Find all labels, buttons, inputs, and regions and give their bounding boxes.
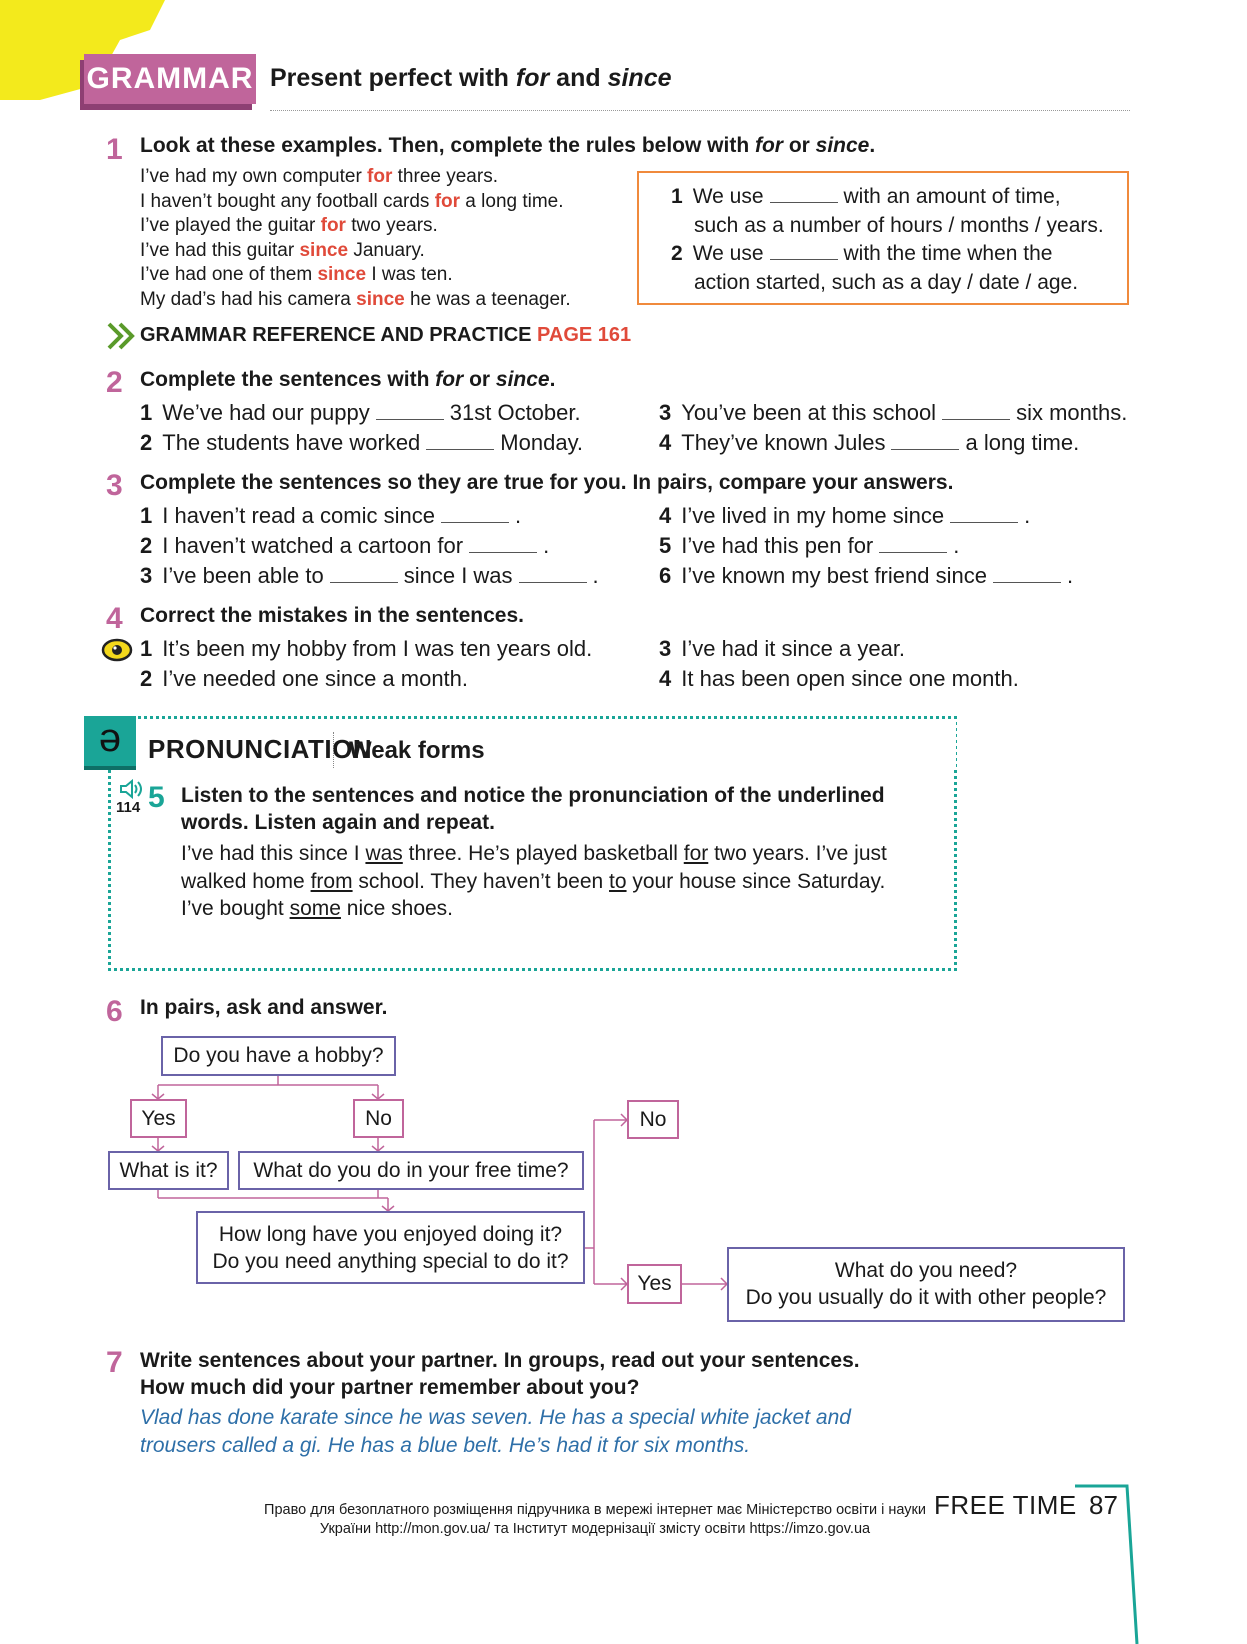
title-and: and bbox=[549, 64, 608, 92]
flow-box-yes-2: Yes bbox=[627, 1264, 682, 1304]
flow-box-yes: Yes bbox=[130, 1099, 187, 1138]
example-line: I’ve had my own computer for three years. bbox=[140, 166, 498, 187]
example-line: I’ve had one of them since I was ten. bbox=[140, 264, 453, 285]
exercise-2-instruction: Complete the sentences with for or since. bbox=[140, 368, 556, 391]
exercise-7-example: Vlad has done karate since he was seven. He has a special white jacket and trousers called a gi. He has a blue belt. He’s had it for six months. bbox=[140, 1406, 851, 1457]
rule-1: 1 We use with an amount of time, bbox=[671, 185, 1061, 208]
grammar-badge-label: GRAMMAR bbox=[86, 62, 254, 95]
rule-2: 2 We use with the time when the bbox=[671, 242, 1053, 265]
ex3-item: 4 I’ve lived in my home since . bbox=[659, 503, 1031, 528]
exercise-3-instruction: Complete the sentences so they are true for you. In pairs, compare your answers. bbox=[140, 471, 954, 494]
rule-1-cont: such as a number of hours / months / years. bbox=[694, 213, 1104, 237]
page-corner-line bbox=[1075, 1484, 1145, 1644]
page-number: 87 bbox=[1089, 1490, 1118, 1520]
flow-box-free-time: What do you do in your free time? bbox=[238, 1151, 584, 1190]
ex3-item: 2 I haven’t watched a cartoon for . bbox=[140, 533, 550, 558]
exercise-6-number: 6 bbox=[106, 995, 123, 1028]
exercise-7-number: 7 bbox=[106, 1346, 123, 1379]
flow-box-what-need: What do you need? Do you usually do it with other people? bbox=[727, 1247, 1125, 1322]
pronunciation-sentences: I’ve had this since I was three. He’s played basketball for two years. I’ve just walked home from school. They haven’t been to your house since Saturday. I’ve bought some nice shoes. bbox=[181, 842, 887, 920]
ex3-item: 5 I’ve had this pen for . bbox=[659, 533, 960, 558]
ex4-item: 3 I’ve had it since a year. bbox=[659, 636, 906, 661]
flow-box-no-2: No bbox=[627, 1100, 679, 1139]
pronunciation-badge: PRONUNCIATION bbox=[148, 734, 373, 764]
rule-2-cont: action started, such as a day / date / age. bbox=[694, 270, 1079, 294]
ex3-item: 3 I’ve been able to since I was . bbox=[140, 563, 599, 588]
schwa-symbol: ə bbox=[98, 716, 122, 760]
flow-box-how-long: How long have you enjoyed doing it? Do you need anything special to do it? bbox=[196, 1211, 585, 1284]
ex4-item: 2 I’ve needed one since a month. bbox=[140, 666, 469, 691]
title-for: for bbox=[515, 64, 550, 92]
flow-box-no: No bbox=[353, 1099, 404, 1138]
exercise-4-instruction: Correct the mistakes in the sentences. bbox=[140, 604, 524, 627]
audio-track-number: 114 bbox=[116, 799, 141, 816]
exercise-1-number: 1 bbox=[106, 133, 123, 166]
ex2-item: 4 They’ve known Jules a long time. bbox=[659, 430, 1080, 455]
example-line: I’ve had this guitar since January. bbox=[140, 239, 425, 261]
exercise-4-number: 4 bbox=[106, 602, 123, 635]
legal-notice: Право для безоплатного розміщення підручника в мережі інтернет має Міністерство освіти і науки України http://mon.gov.ua/ та Інститут модернізації змісту освіти https://imzo.gov.ua bbox=[264, 1502, 926, 1537]
ex4-item: 4 It has been open since one month. bbox=[659, 666, 1019, 691]
ex3-item: 1 I haven’t read a comic since . bbox=[140, 503, 522, 528]
exercise-6-instruction: In pairs, ask and answer. bbox=[140, 996, 388, 1019]
exercise-2-number: 2 bbox=[106, 366, 123, 399]
example-line: I’ve played the guitar for two years. bbox=[140, 215, 438, 236]
flow-box-hobby-question: Do you have a hobby? bbox=[161, 1036, 396, 1076]
title-since: since bbox=[607, 64, 672, 92]
title-text: Present perfect with bbox=[270, 64, 516, 92]
flow-box-what-is-it: What is it? bbox=[108, 1151, 229, 1190]
exercise-7-instruction: Write sentences about your partner. In groups, read out your sentences. How much did your partner remember about you? bbox=[140, 1349, 860, 1399]
exercise-5-number: 5 bbox=[148, 781, 165, 814]
ex4-item: 1 It’s been my hobby from I was ten years old. bbox=[140, 636, 593, 661]
grammar-reference-link[interactable]: GRAMMAR REFERENCE AND PRACTICE PAGE 161 bbox=[140, 324, 632, 346]
ex3-item: 6 I’ve known my best friend since . bbox=[659, 563, 1074, 588]
exercise-3-number: 3 bbox=[106, 469, 123, 502]
exercise-5-instruction: Listen to the sentences and notice the pronunciation of the underlined words. Listen again and repeat. bbox=[181, 784, 885, 834]
example-line: I haven’t bought any football cards for a long time. bbox=[140, 190, 564, 212]
ex2-item: 1 We’ve had our puppy 31st October. bbox=[140, 400, 581, 425]
example-line: My dad’s had his camera since he was a teenager. bbox=[140, 288, 571, 310]
ex2-item: 3 You’ve been at this school six months. bbox=[659, 400, 1128, 425]
pronunciation-title: Weak forms bbox=[349, 737, 485, 764]
exercise-1-instruction: Look at these examples. Then, complete the rules below with for or since. bbox=[140, 134, 876, 157]
ex2-item: 2 The students have worked Monday. bbox=[140, 430, 584, 455]
section-name: FREE TIME bbox=[934, 1490, 1077, 1520]
